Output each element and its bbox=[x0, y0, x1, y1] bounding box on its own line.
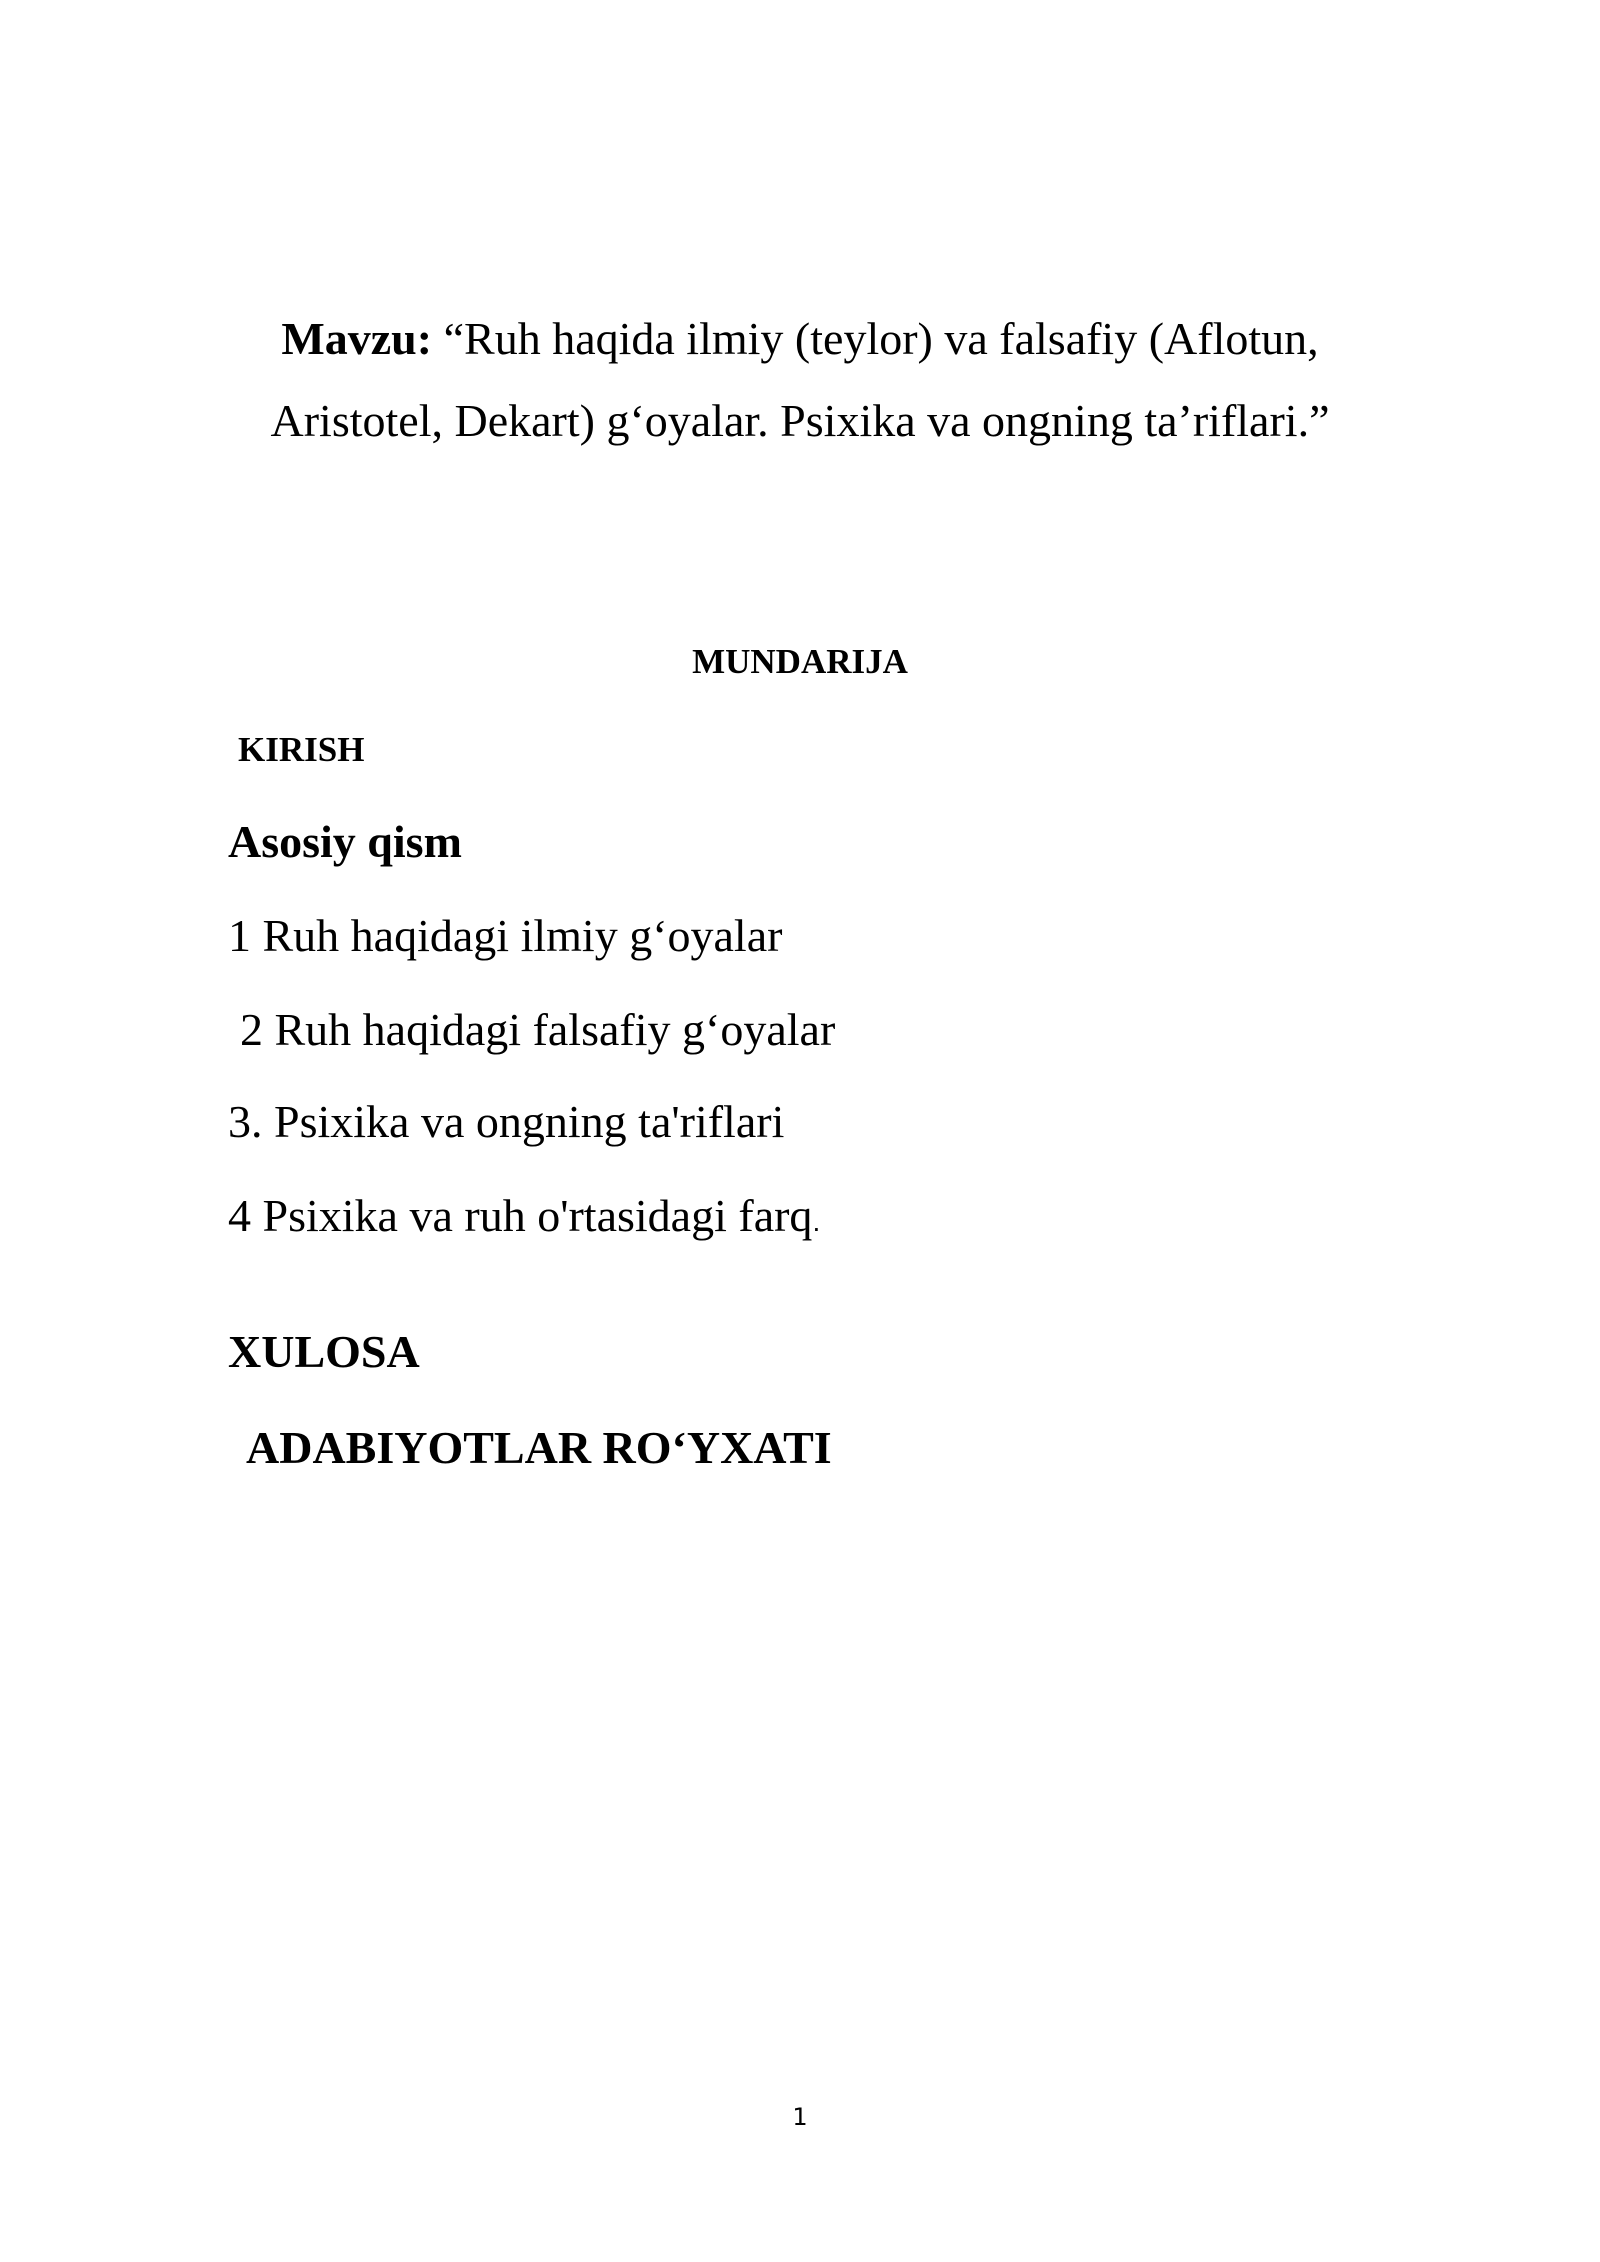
toc-item-4-text: 4 Psixika va ruh o'rtasidagi farq bbox=[228, 1190, 813, 1241]
topic-paragraph bbox=[230, 298, 1370, 462]
toc-item-3: 3. Psixika va ongning ta'riflari bbox=[228, 1096, 785, 1147]
toc-conclusion: XULOSA bbox=[228, 1326, 420, 1377]
toc-main-part: Asosiy qism bbox=[228, 816, 462, 867]
toc-item-4 bbox=[228, 1188, 820, 1250]
toc-introduction: KIRISH bbox=[238, 730, 365, 769]
toc-item-1: 1 Ruh haqidagi ilmiy g‘oyalar bbox=[228, 910, 783, 961]
toc-references: ADABIYOTLAR RO‘YXATI bbox=[246, 1422, 832, 1473]
page-number: 1 bbox=[792, 2103, 808, 2131]
toc-heading: MUNDARIJA bbox=[692, 642, 908, 681]
toc-item-4-period: . bbox=[812, 1206, 821, 1237]
topic-label: Mavzu: bbox=[281, 313, 433, 364]
topic-text: “Ruh haqida ilmiy (teylor) va falsafiy (Aflotun, Aristotel, Dekart) g‘oyalar. Psixika va ongning ta’riflari.” bbox=[270, 313, 1330, 446]
toc-item-2: 2 Ruh haqidagi falsafiy g‘oyalar bbox=[240, 1004, 836, 1055]
